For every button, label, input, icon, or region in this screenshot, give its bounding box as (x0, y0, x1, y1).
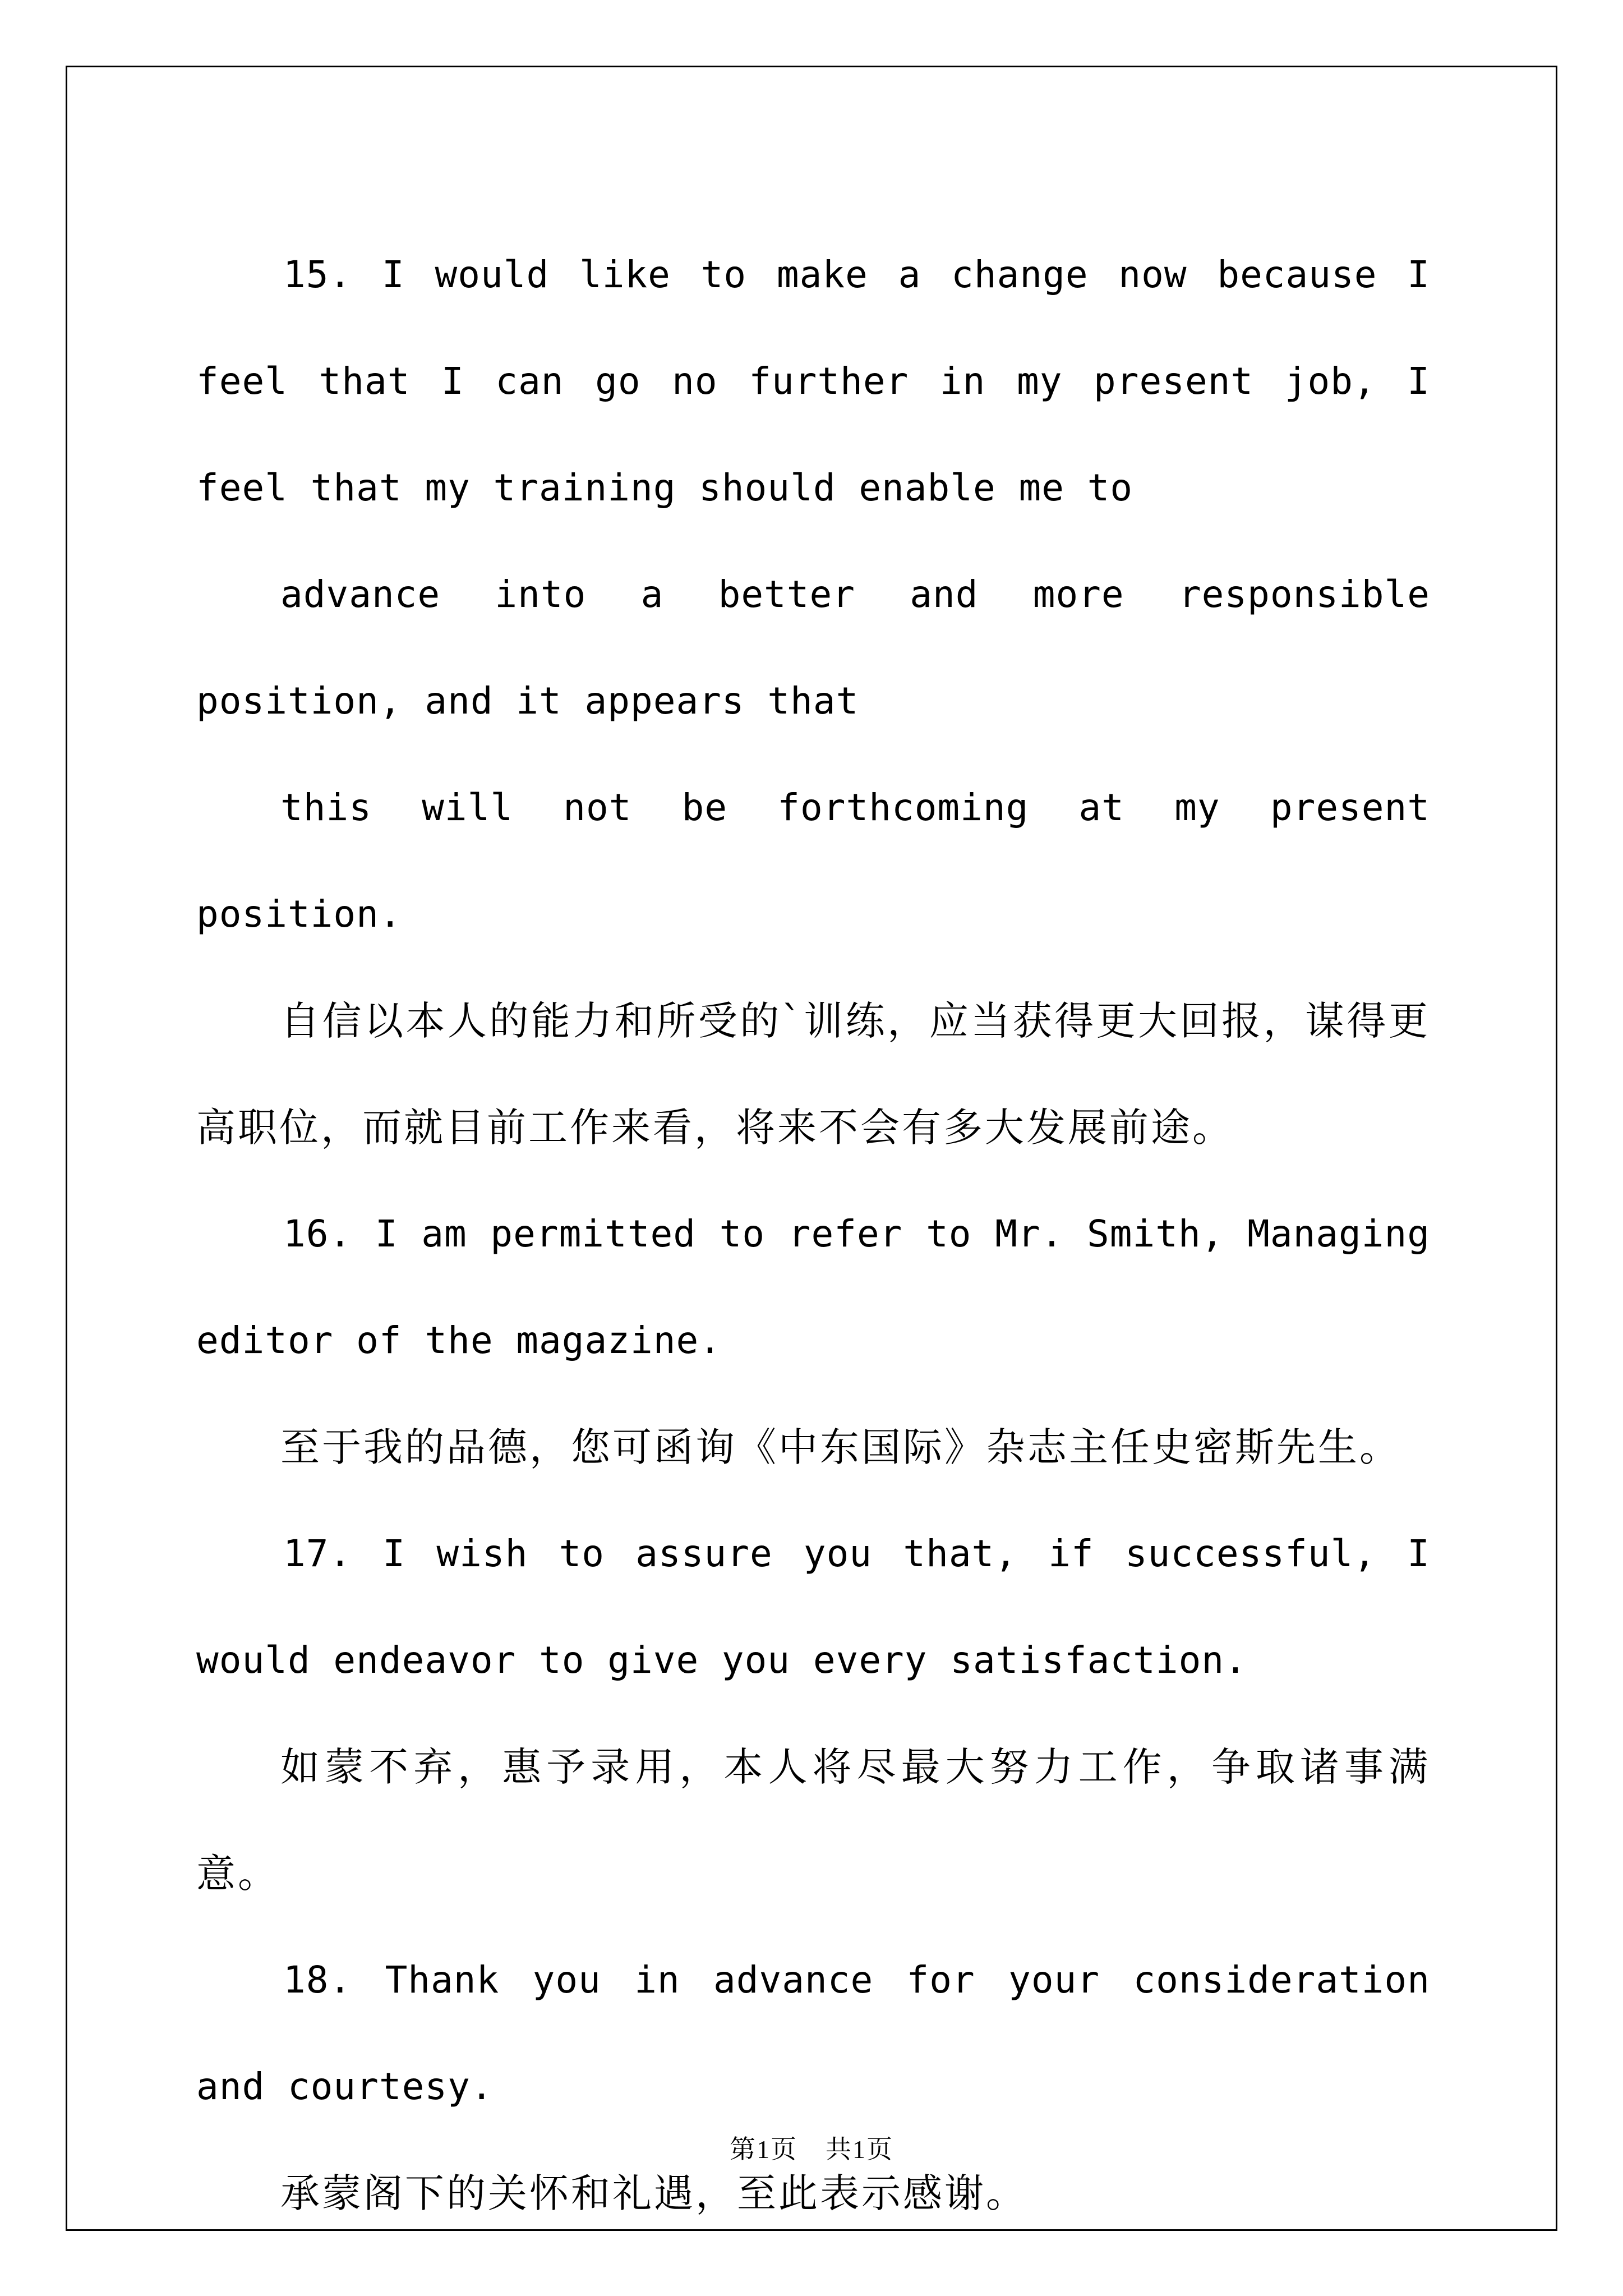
paragraph-17-chinese: 如蒙不弃，惠予录用，本人将尽最大努力工作，争取诸事满意。 (196, 1744, 1430, 1897)
page-total: 共1页 (826, 2135, 893, 2164)
paragraph-15-english-part1: 15. I would like to make a change now because I feel that I can go no further in my present job, I feel that my training should enable me to (196, 253, 1430, 509)
paragraph-15-english-part3: this will not be forthcoming at my present position. (196, 786, 1430, 936)
document-body (196, 222, 1430, 2247)
page-footer (0, 2129, 1623, 2166)
paragraph-16-chinese: 至于我的品德，您可函询《中东国际》杂志主任史密斯先生。 (280, 1424, 1401, 1470)
paragraph-17-english: 17. I wish to assure you that, if successful, I would endeavor to give you every satisfaction. (196, 1532, 1430, 1682)
paragraph-16-english: 16. I am permitted to refer to Mr. Smith, Managing editor of the magazine. (196, 1212, 1430, 1362)
paragraph-15-english-part2: advance into a better and more responsible position, and it appears that (196, 573, 1430, 723)
paragraph-18-english: 18. Thank you in advance for your consideration and courtesy. (196, 1958, 1430, 2108)
page-number: 第1页 (730, 2135, 797, 2164)
paragraph-18-chinese: 承蒙阁下的关怀和礼遇，至此表示感谢。 (280, 2170, 1027, 2216)
paragraph-15-chinese: 自信以本人的能力和所受的`训练，应当获得更大回报，谋得更高职位，而就目前工作来看，将来不会有多大发展前途。 (196, 998, 1430, 1151)
